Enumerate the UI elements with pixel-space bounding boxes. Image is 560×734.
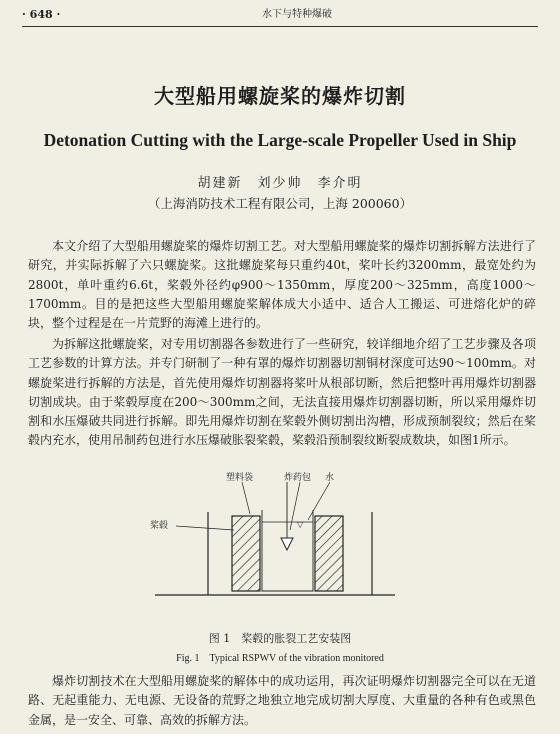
affiliation: （上海消防技术工程有限公司，上海 200060） [147, 196, 413, 211]
body-paragraph-2: 为拆解这批螺旋桨，对专用切割器各参数进行了一些研究，较详细地介绍了工艺步骤及各项工艺参数的计算方法。并专门研制了一种有罩的爆炸切割器切割铜材深度可达90～100mm。对螺旋桨进行拆解的方法是，首先使用爆炸切割器将桨叶从根部切断，然后把整叶再用爆炸切割器切割成块。由于桨毂厚度在200～300mm之间，无法直接用爆炸切割器切断，所以采用爆炸切割和水压爆破共同进行拆解。即先用爆炸切割在桨毂外侧切割出沟槽，形成预制裂纹；然后在桨毂内充水，使用吊制药包进行水压爆破胀裂桨毂，桨毂沿预制裂纹断裂成数块，如图1所示。 [28, 337, 536, 448]
title-chinese: 大型船用螺旋桨的爆炸切割 [154, 84, 406, 108]
hub-wall-right [315, 516, 343, 591]
label-plastic-bag: 塑料袋 [226, 473, 254, 483]
label-explosive-charge: 炸药包 [284, 473, 312, 483]
label-hub: 桨毂 [150, 521, 169, 531]
title-english: Detonation Cutting with the Large-scale Propeller Used in Ship [43, 130, 517, 150]
diagram-svg [150, 470, 400, 620]
body-paragraph-1: 本文介绍了大型船用螺旋桨的爆炸切割工艺。对大型船用螺旋桨的爆炸切割拆解方法进行了研究，并实际拆解了六只螺旋桨。这批螺旋桨每只重约40t，桨叶长约3200mm，最宽处约为2800t，单叶重约6.6t，桨毂外径约φ900～1350mm，厚度200～325mm，高度1000～1700mm。目的是把这些大型船用螺旋桨解体成大小适中、适合人工搬运、可进熔化炉的碎块，整个过程是在一片荒野的海滩上进行的。 [28, 239, 536, 331]
leader-bag [242, 482, 250, 514]
author-list: 胡建新 刘少帅 李介明 [197, 176, 363, 191]
figure-caption-chinese: 图 1 桨毂的胀裂工艺安装图 [208, 632, 352, 645]
hub-wall-left [232, 516, 260, 591]
page-number: · 648 · [22, 8, 61, 21]
explosive-charge [281, 538, 293, 550]
label-water: 水 [325, 473, 335, 483]
header-rule [22, 26, 538, 27]
running-head [22, 6, 538, 24]
figure-caption-english: Fig. 1 Typical RSPWV of the vibration monitored [176, 653, 384, 664]
journal-title: 水下与特种爆破 [262, 9, 332, 20]
leader-hub [176, 526, 234, 530]
water-level-mark: ▽ [297, 520, 304, 529]
body-paragraph-3: 爆炸切割技术在大型船用螺旋桨的解体中的成功运用，再次证明爆炸切割器完全可以在无道路、无起重能力、无电源、无设备的荒野之地独立地完成切割大厚度、大重量的各种有色或黑色金属，是一安全、可靠、高效的拆解方法。 [28, 674, 536, 727]
hub-blasting-diagram [150, 470, 400, 620]
leader-water [308, 482, 330, 520]
